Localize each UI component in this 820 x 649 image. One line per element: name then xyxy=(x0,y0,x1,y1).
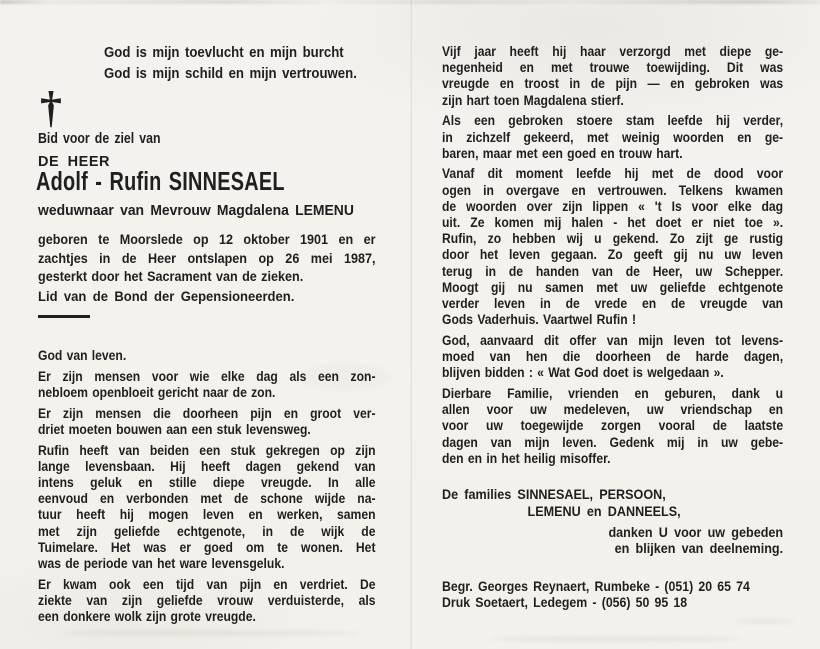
text-line: gesterkt door het Sacrament van de zieken. xyxy=(38,268,304,284)
deceased-name: Adolf - Rufin SINNESAEL xyxy=(36,168,285,196)
text-line: verder leven in de vrede en de vreugde van xyxy=(442,296,784,312)
text-line: Rufin heeft van beiden een stuk gekregen op zijn xyxy=(38,442,376,458)
epigraph-line: God is mijn toevlucht en mijn burcht xyxy=(104,45,344,61)
paragraph xyxy=(442,386,783,467)
text-line: Tuimelare. Het was er goed om te wonen. Het xyxy=(38,539,376,555)
text-line: voor uw toegewijde zorgen vooral de laatste xyxy=(442,418,784,434)
text-line: nebloem openbloeit gericht naar de zon. xyxy=(38,384,276,400)
thanks-line: danken U voor uw gebeden xyxy=(608,524,784,540)
paragraph xyxy=(442,113,783,162)
families-block xyxy=(442,486,783,556)
text-line: een donkere wolk zijn grote vreugde. xyxy=(38,609,256,625)
text-line: geboren te Moorslede op 12 oktober 1901 en er xyxy=(38,231,376,247)
vitals-paragraph xyxy=(38,230,376,286)
text-line: dagen van mijn leven. Gedenk mij in uw gebe- xyxy=(442,434,784,450)
text-line: terug in de handen van de Heer, uw Schepper. xyxy=(442,263,784,279)
text-line: Er zijn mensen die doorheen pijn en groot ver- xyxy=(38,405,376,421)
paragraph xyxy=(442,333,783,382)
text-line: driet moeten bouwen aan een stuk levensweg. xyxy=(38,421,311,437)
families-line: LEMENU en DANNEELS, xyxy=(527,503,681,519)
text-line: was de periode van het ware levensgeluk. xyxy=(38,555,285,571)
text-line: blijven bidden : « Wat God doet is welgedaan ». xyxy=(442,365,724,381)
right-body-text xyxy=(442,44,783,467)
text-line: God van leven. xyxy=(38,348,127,363)
text-line: baren, maar met een goed en trouw hart. xyxy=(442,145,683,161)
text-line: Gods Vaderhuis. Vaartwel Rufin ! xyxy=(442,312,637,328)
cross-icon: † xyxy=(40,83,62,132)
text-line: Als een gebroken stoere stam leefde hij verder, xyxy=(442,113,784,129)
printer-line: Druk Soetaert, Ledegem - (056) 50 95 18 xyxy=(442,593,688,610)
epigraph xyxy=(104,43,357,84)
text-line: negenheid en met trouwe toewijding. Dit was xyxy=(442,60,784,76)
text-line: door het leven gegaan. Zo geeft gij nu uw leven xyxy=(442,247,784,263)
text-line: den en in het heilig misoffer. xyxy=(442,450,611,466)
text-line: zachtjes in de Heer ontslapen op 26 mei 1987, xyxy=(38,249,376,266)
imprint-block xyxy=(442,579,787,611)
paragraph xyxy=(38,348,376,364)
text-line: Er kwam ook een tijd van pijn en verdriet. De xyxy=(38,576,376,592)
text-line: vreugde en troost in de pijn — en gebroken was xyxy=(442,76,784,92)
text-line: uit. Ze komen mij halen - het doet er niet toe ». xyxy=(442,215,784,231)
scan-smudge xyxy=(735,620,795,623)
divider-rule xyxy=(38,315,90,318)
paragraph xyxy=(38,369,376,401)
text-line: allen voor uw medeleven, uw vriendschap en xyxy=(442,402,784,418)
text-line: met zijn geliefde echtgenote, in de wijk de xyxy=(38,523,376,539)
paragraph xyxy=(442,166,783,328)
fold-line xyxy=(410,0,414,649)
spouse-line: weduwnaar van Mevrouw Magdalena LEMENU xyxy=(38,203,354,219)
scan-smudge xyxy=(60,631,360,635)
epigraph-line: God is mijn schild en mijn vertrouwen. xyxy=(104,65,357,82)
intro-line: Bid voor de ziel van xyxy=(38,131,161,147)
thanks-block xyxy=(442,525,783,556)
paragraph xyxy=(38,230,376,286)
text-line: intens geluk en stille diepe vreugde. In alle xyxy=(38,474,376,490)
paragraph xyxy=(38,577,376,626)
paragraph xyxy=(38,406,376,438)
text-line: zijn hart toen Magdalena stierf. xyxy=(442,92,624,108)
text-line: lange levensbaan. Hij heeft dagen gekend van xyxy=(38,458,376,474)
text-line: Moogt gij nu samen met uw geliefde echtgenote xyxy=(442,279,784,295)
text-line: tuur heeft hij mogen leven en werken, samen xyxy=(38,507,376,523)
left-body-text xyxy=(38,348,376,625)
undertaker-line: Begr. Georges Reynaert, Rumbeke - (051) 20 65 74 xyxy=(442,578,750,594)
text-line: moed van hen die doorheen de harde dagen, xyxy=(442,349,784,365)
text-line: Vijf jaar heeft hij haar verzorgd met diepe ge- xyxy=(442,44,784,59)
honorific-line: DE HEER xyxy=(38,154,110,170)
text-line: eenvoud en verbonden met de schone wijde na- xyxy=(38,491,376,507)
text-line: Rufin, zo hebben wij u gekend. Zo zijt ge rustig xyxy=(442,231,784,247)
text-line: Vanaf dit moment leefde hij met de dood voor xyxy=(442,166,784,182)
paragraph xyxy=(442,44,783,109)
text-line: de woorden over zijn lippen « 't Is voor elke dag xyxy=(442,198,784,214)
text-line: Er zijn mensen voor wie elke dag als een zon- xyxy=(38,368,376,384)
families-line: De families SINNESAEL, PERSOON, xyxy=(442,486,666,502)
text-line: God, aanvaard dit offer van mijn leven tot levens- xyxy=(442,332,784,348)
paragraph xyxy=(38,443,376,573)
text-line: ziekte van zijn geliefde vrouw verduisterde, als xyxy=(38,592,376,608)
text-line: in zichzelf gekeerd, met weinig woorden en ge- xyxy=(442,129,784,145)
thanks-line: en blijken van deelneming. xyxy=(614,539,784,556)
text-line: Dierbare Familie, vrienden en geburen, dank u xyxy=(442,386,784,402)
scan-edge-shadow xyxy=(0,0,820,4)
text-line: ogen in overgave en vertrouwen. Telkens kwamen xyxy=(442,182,784,198)
membership-line: Lid van de Bond der Gepensioneerden. xyxy=(38,288,295,304)
scan-smudge xyxy=(490,637,740,641)
